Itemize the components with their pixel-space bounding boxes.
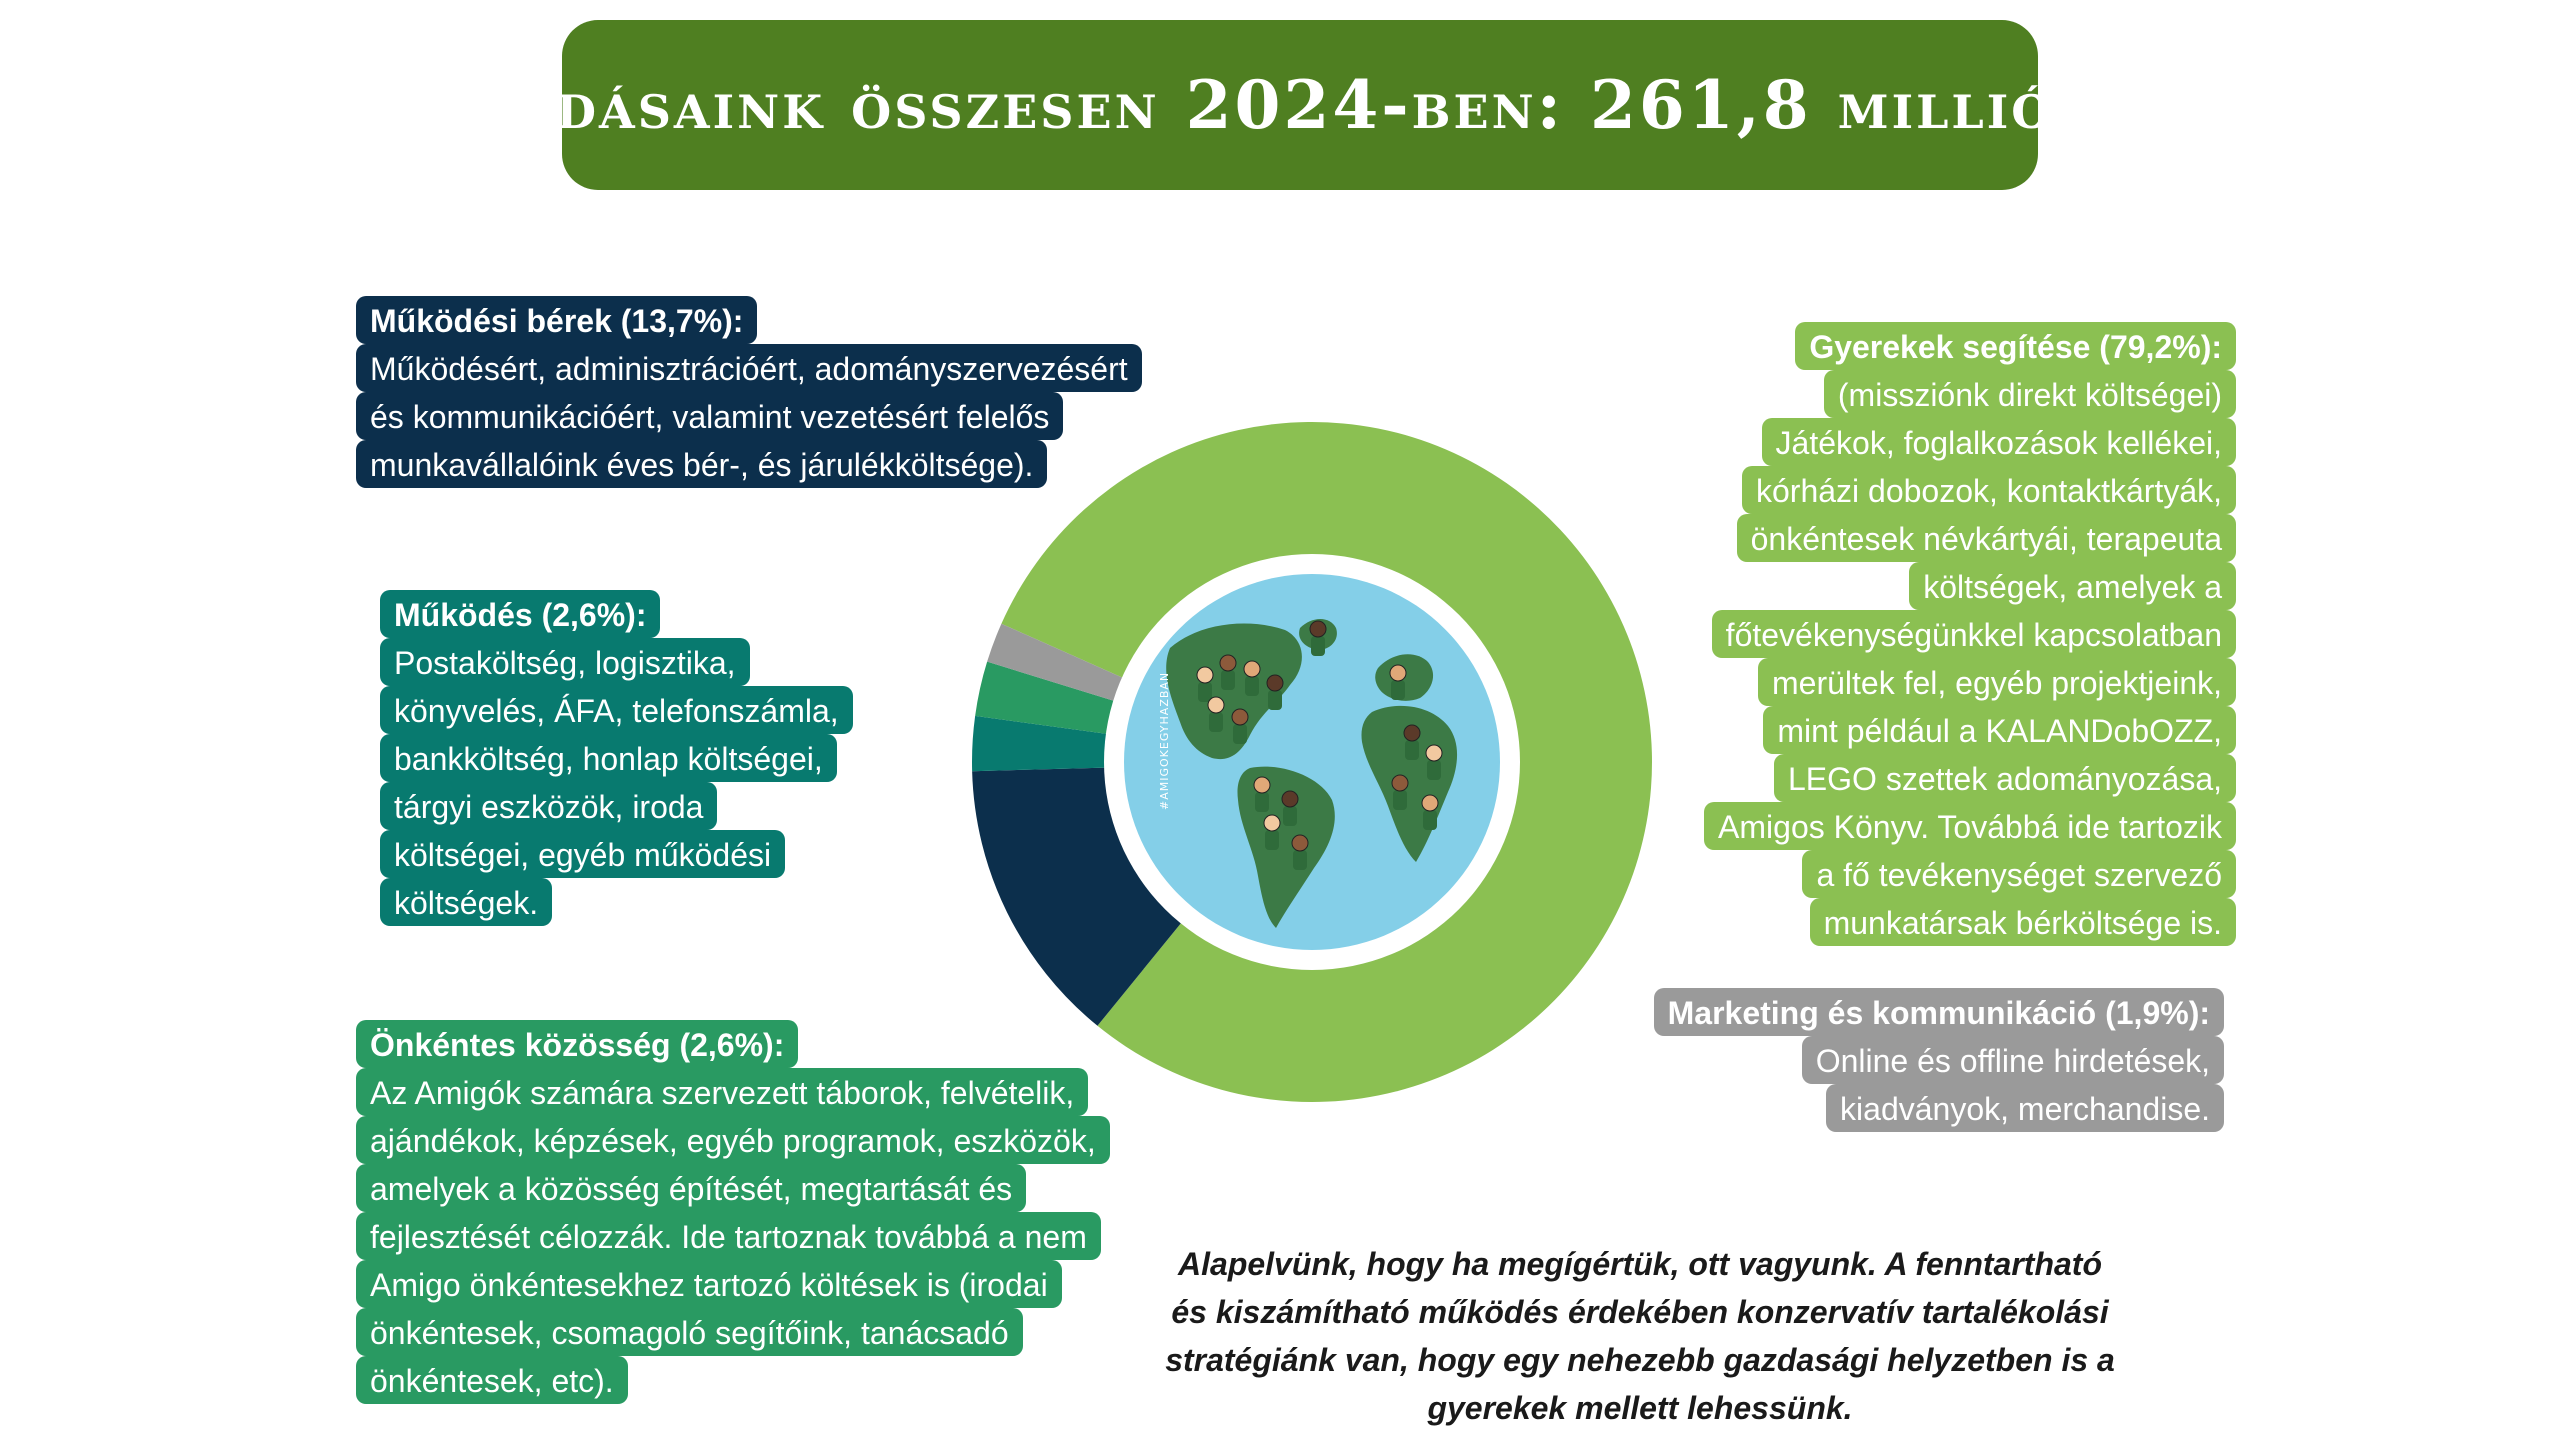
- person-figure: [1267, 675, 1283, 710]
- label-line: mint például a KALANDobOZZ,: [1763, 706, 2236, 754]
- label-heading: Önkéntes közösség (2,6%):: [356, 1020, 798, 1068]
- label-line: merültek fel, egyéb projektjeink,: [1758, 658, 2236, 706]
- label-marketing: [1654, 988, 2224, 1132]
- label-line: Játékok, foglalkozások kellékei,: [1762, 418, 2236, 466]
- label-line: Működésért, adminisztrációért, adományszervezésért: [356, 344, 1142, 392]
- label-line: és kommunikációért, valamint vezetésért felelős: [356, 392, 1063, 440]
- label-mukodes: [380, 590, 853, 926]
- person-figure: [1282, 791, 1298, 826]
- label-heading: Marketing és kommunikáció (1,9%):: [1654, 988, 2224, 1036]
- person-figure: [1426, 745, 1442, 780]
- label-line: főtevékenységünkkel kapcsolatban: [1712, 610, 2236, 658]
- label-line: tárgyi eszközök, iroda: [380, 782, 717, 830]
- person-figure: [1292, 835, 1308, 870]
- label-heading: Gyerekek segítése (79,2%):: [1795, 322, 2236, 370]
- person-figure: [1232, 709, 1248, 744]
- label-line: Amigo önkéntesekhez tartozó költések is (irodai: [356, 1260, 1062, 1308]
- person-figure: [1310, 621, 1326, 656]
- person-figure: [1244, 661, 1260, 696]
- label-line: amelyek a közösség építését, megtartását és: [356, 1164, 1026, 1212]
- label-line: Online és offline hirdetések,: [1802, 1036, 2224, 1084]
- label-line: Postaköltség, logisztika,: [380, 638, 750, 686]
- label-line: költségek, amelyek a: [1909, 562, 2236, 610]
- footer-line: Alapelvünk, hogy ha megígértük, ott vagyunk. A fenntartható: [1178, 1246, 2102, 1282]
- page-title: Kiadásaink összesen 2024-ben: 261,8 millió Ft: [432, 66, 2168, 144]
- label-line: LEGO szettek adományozása,: [1774, 754, 2236, 802]
- person-figure: [1220, 655, 1236, 690]
- label-line: bankköltség, honlap költségei,: [380, 734, 837, 782]
- footer-line: gyerekek mellett lehessünk.: [1427, 1390, 1853, 1426]
- label-line: könyvelés, ÁFA, telefonszámla,: [380, 686, 853, 734]
- label-line: munkavállalóink éves bér-, és járulékköltsége).: [356, 440, 1047, 488]
- label-mukodesi-berek: [356, 296, 1142, 488]
- footer-line: és kiszámítható működés érdekében konzervatív tartalékolási: [1171, 1294, 2109, 1330]
- person-figure: [1404, 725, 1420, 760]
- label-line: munkatársak bérköltsége is.: [1810, 898, 2236, 946]
- footer-line: stratégiánk van, hogy egy nehezebb gazdasági helyzetben is a: [1165, 1342, 2115, 1378]
- person-figure: [1197, 667, 1213, 702]
- label-gyerekek-segitese: [1704, 322, 2236, 946]
- label-line: önkéntesek névkártyái, terapeuta: [1737, 514, 2236, 562]
- person-figure: [1254, 777, 1270, 812]
- label-line: a fő tevékenységet szervező: [1802, 850, 2236, 898]
- person-figure: [1264, 815, 1280, 850]
- label-onkentes-kozosseg: [356, 1020, 1110, 1404]
- person-figure: [1392, 775, 1408, 810]
- label-line: önkéntesek, etc).: [356, 1356, 628, 1404]
- label-line: Az Amigók számára szervezett táborok, felvételik,: [356, 1068, 1088, 1116]
- label-line: költségek.: [380, 878, 552, 926]
- globe-illustration: [1104, 554, 1520, 970]
- person-figure: [1208, 697, 1224, 732]
- label-line: ajándékok, képzések, egyéb programok, eszközök,: [356, 1116, 1110, 1164]
- label-line: (missziónk direkt költségei): [1824, 370, 2236, 418]
- globe-caption: #AMIGOKEGYHAZBAN: [1158, 671, 1171, 810]
- label-line: önkéntesek, csomagoló segítőink, tanácsadó: [356, 1308, 1023, 1356]
- label-line: kórházi dobozok, kontaktkártyák,: [1742, 466, 2236, 514]
- label-line: fejlesztését célozzák. Ide tartoznak továbbá a nem: [356, 1212, 1101, 1260]
- label-line: kiadványok, merchandise.: [1826, 1084, 2224, 1132]
- label-line: Amigos Könyv. Továbbá ide tartozik: [1704, 802, 2236, 850]
- label-heading: Működési bérek (13,7%):: [356, 296, 757, 344]
- label-heading: Működés (2,6%):: [380, 590, 660, 638]
- person-figure: [1390, 665, 1406, 700]
- person-figure: [1422, 795, 1438, 830]
- label-line: költségei, egyéb működési: [380, 830, 785, 878]
- footer-statement: [1140, 1240, 2140, 1432]
